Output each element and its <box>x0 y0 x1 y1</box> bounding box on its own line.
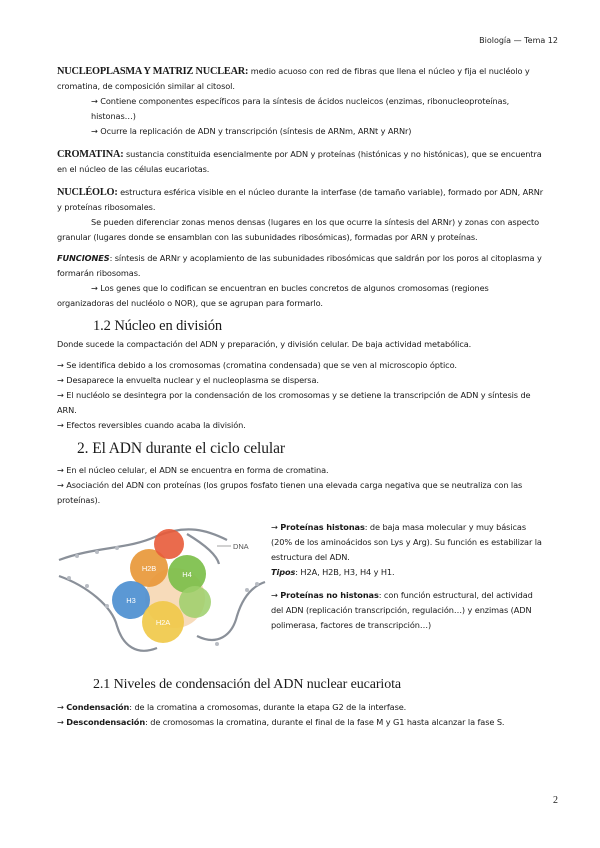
nucleoplasma-bullet-1: → Contiene componentes específicos para la síntesis de ácidos nucleicos (enzimas, ribonucleoproteínas, histonas…) <box>91 96 510 121</box>
division-bullet: → Desaparece la envuelta nuclear y el nucleoplasma se dispersa. <box>57 375 319 385</box>
nucleolo-zones: Se pueden diferenciar zonas menos densas (lugares en los que ocurre la síntesis del ARNr) y zonas con aspecto granular (lugares donde se ensamblan con las subunidades ribosómicas), formadas por ARN y proteínas. <box>57 217 540 242</box>
funciones-text: : síntesis de ARNr y acoplamiento de las subunidades ribosómicas que saldrán por los poros al citoplasma y formarán ribosomas. <box>57 253 542 278</box>
page-number: 2 <box>553 795 558 806</box>
nucleoplasma-text: medio acuoso con red de fibras que llena el núcleo y fija el nucléolo y cromatina, de composición similar al citosol. <box>57 66 530 91</box>
term-cromatina: CROMATINA: <box>57 149 124 160</box>
nucleoplasma-definition <box>57 64 547 94</box>
no-histonas-text: : con función estructural, del actividad del ADN (replicación transcripción, regulación…) y enzimas (ADN polimerasa, factores de transcripción…) <box>271 590 533 630</box>
descondensacion-arrow: → <box>57 717 67 727</box>
condensacion-line <box>57 700 547 715</box>
histonas-term: Proteínas histonas <box>280 522 365 532</box>
histonas-paragraph <box>271 520 547 565</box>
adn-bullet-2: → Asociación del ADN con proteínas (los grupos fosfato tienen una elevada carga negativa que se neutraliza con las proteínas). <box>57 480 523 505</box>
division-bullet: → Efectos reversibles cuando acaba la división. <box>57 420 246 430</box>
dna-label: DNA <box>233 542 249 551</box>
no-histonas-term: Proteínas no histonas <box>280 590 379 600</box>
tipos-label: Tipos <box>271 567 296 577</box>
cromatina-definition <box>57 147 547 177</box>
division-bullet: → Se identifica debido a los cromosomas (cromatina condensada) que se ven al microscopio óptico. <box>57 360 457 370</box>
funciones-label: FUNCIONES <box>57 253 110 263</box>
histonas-text: : de baja masa molecular y muy básicas (20% de los aminoácidos son Lys y Arg). Su función es estabilizar la estructura del ADN. <box>271 522 542 562</box>
term-nucleoplasma: NUCLEOPLASMA Y MATRIZ NUCLEAR: <box>57 66 249 77</box>
nucleoplasma-bullet-2: → Ocurre la replicación de ADN y transcripción (síntesis de ARNm, ARNt y ARNr) <box>91 126 412 136</box>
cromatina-text: sustancia constituida esencialmente por ADN y proteínas (histónicas y no histónicas), que se encuentra en el núcleo de las células eucariotas. <box>57 149 542 174</box>
histone-top-sphere <box>154 529 184 559</box>
label-h2b: H2B <box>141 564 157 573</box>
nucleosome-figure <box>57 516 267 666</box>
section-heading-1-2: 1.2 Núcleo en división <box>93 318 223 334</box>
funciones-bullet: → Los genes que lo codifican se encuentran en bucles concretos de algunos cromosomas (regiones organizadoras del nucléolo o NOR), que se agrupan para formarlo. <box>57 283 489 308</box>
running-header: Biología — Tema 12 <box>479 36 558 45</box>
protein-descriptions <box>271 516 547 666</box>
histone-figure-row <box>57 516 547 666</box>
label-h4: H4 <box>182 570 192 579</box>
nucleolo-definition <box>57 185 547 215</box>
nucleolo-text: estructura esférica visible en el núcleo durante la interfase (de tamaño variable), formado por ADN, ARNr y proteínas ribosomales. <box>57 187 543 212</box>
no-histonas-arrow: → <box>271 590 281 600</box>
descondensacion-term: Descondensación <box>66 717 146 727</box>
section-heading-2-1: 2.1 Niveles de condensación del ADN nuclear eucariota <box>93 677 402 692</box>
no-histonas-paragraph <box>271 588 547 633</box>
label-h2a: H2A <box>155 618 171 627</box>
histone-back-sphere <box>179 586 211 618</box>
page-content <box>57 64 547 730</box>
term-nucleolo: NUCLÉOLO: <box>57 187 118 198</box>
histonas-arrow: → <box>271 522 281 532</box>
label-h3: H3 <box>126 596 136 605</box>
adn-bullet-1: → En el núcleo celular, el ADN se encuentra en forma de cromatina. <box>57 465 329 475</box>
descondensacion-text: : de cromosomas la cromatina, durante el final de la fase M y G1 hasta alcanzar la fase S. <box>145 717 505 727</box>
nucleolo-funciones <box>57 251 547 281</box>
descondensacion-line <box>57 715 547 730</box>
condensacion-arrow: → <box>57 702 67 712</box>
division-bullet: → El nucléolo se desintegra por la condensación de los cromosomas y se detiene la transcripción de ADN y síntesis de ARN. <box>57 390 531 415</box>
division-intro: Donde sucede la compactación del ADN y preparación, y división celular. De baja actividad metabólica. <box>57 339 472 349</box>
section-heading-2: 2. El ADN durante el ciclo celular <box>77 440 285 457</box>
tipos-text: : H2A, H2B, H3, H4 y H1. <box>295 567 395 577</box>
condensacion-term: Condensación <box>66 702 130 712</box>
condensacion-text: : de la cromatina a cromosomas, durante la etapa G2 de la interfase. <box>129 702 407 712</box>
tipos-line <box>271 565 547 580</box>
